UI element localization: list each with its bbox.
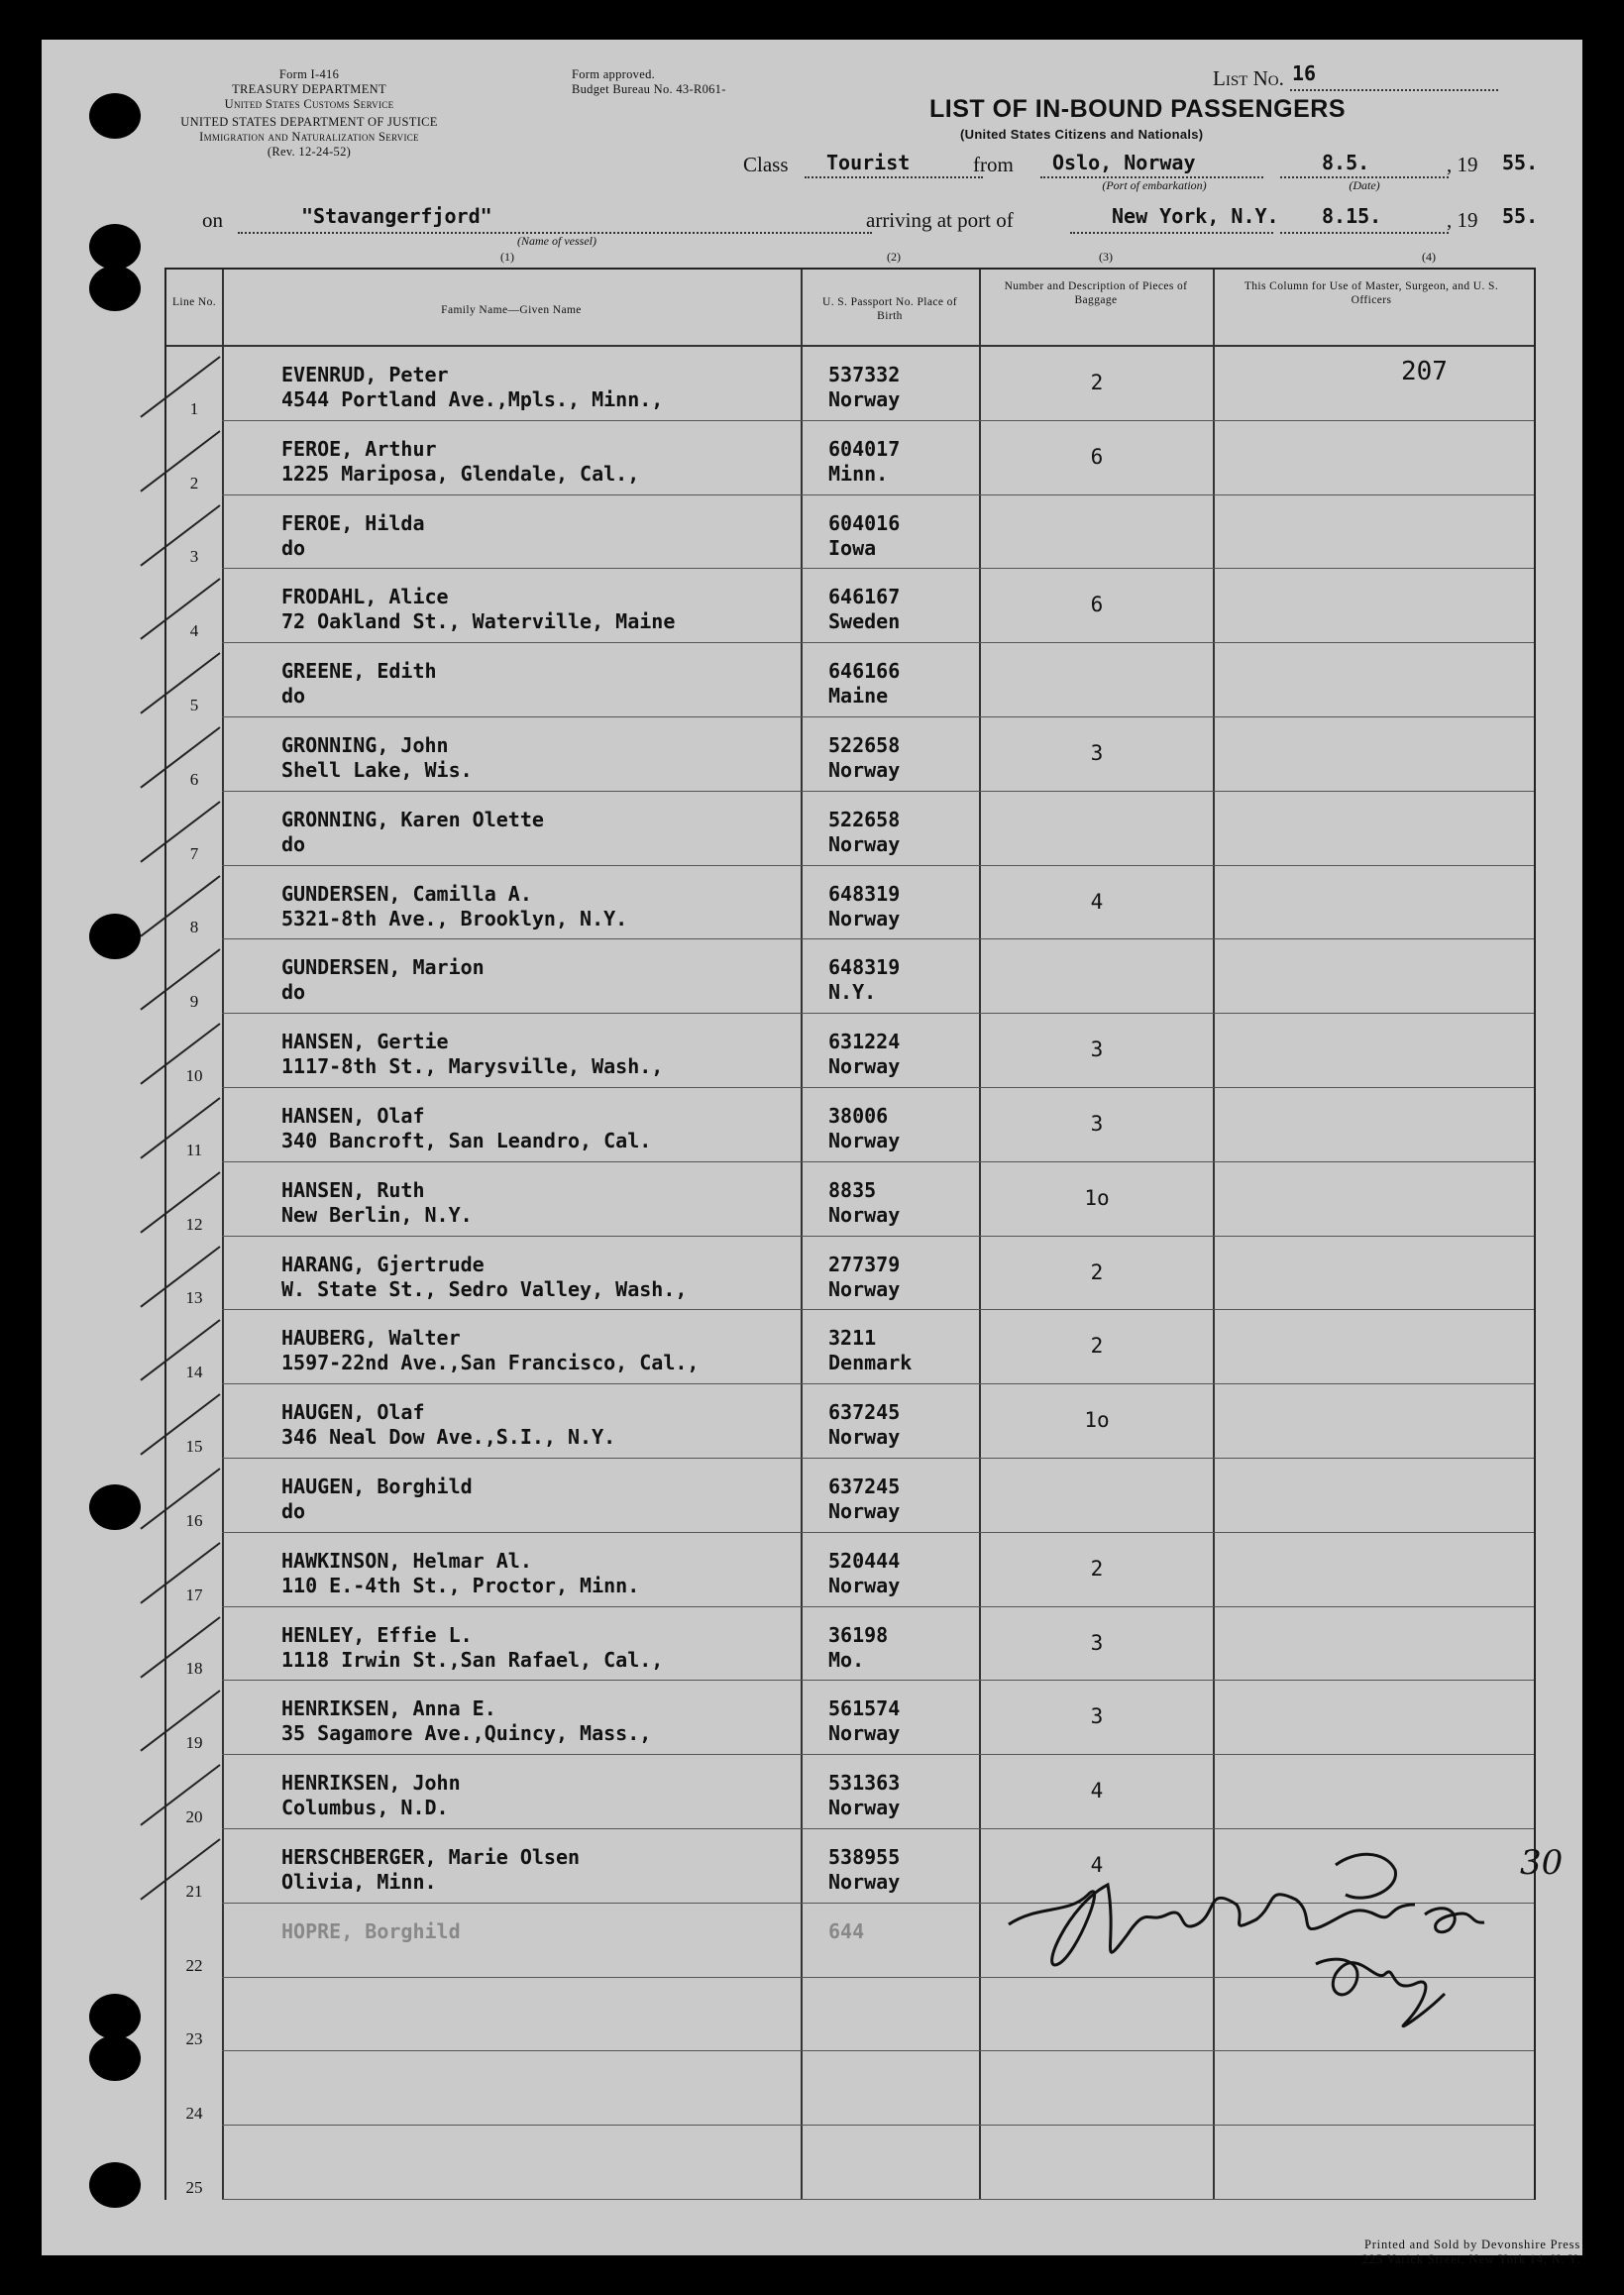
passenger-address: 1597-22nd Ave.,San Francisco, Cal., (281, 1351, 700, 1375)
check-mark (137, 1613, 226, 1688)
line-number: 12 (185, 1214, 203, 1234)
passenger-name: HAUGEN, Borghild (281, 1475, 473, 1498)
baggage-count: 3 (1090, 1112, 1104, 1136)
line-number: 8 (189, 918, 199, 937)
line-number: 15 (185, 1436, 203, 1456)
table-row (166, 866, 1534, 940)
passport-number: 648319 (828, 955, 901, 980)
baggage-count: 3 (1090, 1038, 1104, 1062)
passenger-address: 1225 Mariposa, Glendale, Cal., (281, 461, 640, 486)
table-row (166, 1755, 1534, 1829)
handwritten-signature (999, 1845, 1554, 2083)
punch-hole (89, 914, 141, 959)
passport-number: 604016 (828, 510, 901, 535)
baggage-count: 4 (1090, 889, 1104, 914)
passport-number: 538955 (828, 1845, 901, 1869)
passenger-name: HANSEN, Gertie (281, 1030, 449, 1054)
passenger-name: FEROE, Arthur (281, 436, 437, 461)
arrival-port-value: New York, N.Y. (1112, 204, 1279, 228)
baggage-count: 3 (1090, 1630, 1104, 1655)
place-of-birth: Minn. (828, 461, 889, 486)
place-of-birth: Norway (828, 1054, 901, 1079)
baggage-count: 6 (1090, 444, 1104, 469)
table-row (166, 1088, 1534, 1162)
place-of-birth: Norway (828, 1796, 901, 1820)
passenger-name: HANSEN, Olaf (281, 1104, 425, 1128)
row-rule (222, 2199, 1534, 2200)
page-subtitle: (United States Citizens and Nationals) (960, 127, 1204, 142)
line-number: 3 (189, 547, 199, 567)
baggage-count: 3 (1090, 1704, 1104, 1729)
page-title: LIST OF IN-BOUND PASSENGERS (929, 95, 1347, 123)
passenger-address: do (281, 1499, 306, 1523)
line-number: 6 (189, 769, 199, 789)
passport-number: 522658 (828, 807, 901, 831)
passenger-address: 340 Bancroft, San Leandro, Cal. (281, 1129, 652, 1152)
line-number: 1 (189, 398, 199, 418)
table-row (166, 1384, 1534, 1459)
passenger-address: 5321-8th Ave., Brooklyn, N.Y. (281, 906, 628, 930)
passport-number: 8835 (828, 1177, 877, 1202)
table-row (166, 421, 1534, 495)
passenger-address: 1117-8th St., Marysville, Wash., (281, 1054, 664, 1079)
passenger-address: 72 Oakland St., Waterville, Maine (281, 609, 676, 634)
punch-hole (89, 93, 141, 139)
passenger-name: HENLEY, Effie L. (281, 1622, 473, 1647)
line-number: 5 (189, 695, 199, 714)
check-mark (137, 1020, 226, 1094)
passport-number: 646167 (828, 585, 901, 609)
check-mark (137, 1094, 226, 1168)
passenger-name: HENRIKSEN, John (281, 1771, 461, 1796)
embark-year-value: 55. (1502, 151, 1539, 174)
table-row (166, 939, 1534, 1014)
place-of-birth: Sweden (828, 609, 901, 634)
baggage-count: 2 (1090, 1259, 1104, 1284)
passenger-name: GUNDERSEN, Camilla A. (281, 881, 532, 906)
baggage-count: 4 (1090, 1779, 1104, 1803)
check-mark (137, 1168, 226, 1243)
baggage-count: 6 (1090, 593, 1104, 617)
passport-number: 646166 (828, 659, 901, 684)
class-line (805, 176, 983, 178)
passenger-name: FEROE, Hilda (281, 510, 425, 535)
place-of-birth: Norway (828, 906, 901, 930)
baggage-count: 1o (1084, 1185, 1110, 1210)
column-number-1: (1) (500, 250, 514, 264)
baggage-count: 2 (1090, 371, 1104, 394)
check-mark (137, 1243, 226, 1317)
place-of-birth: Maine (828, 684, 889, 709)
passport-number: 604017 (828, 436, 901, 461)
passenger-address: do (281, 684, 306, 709)
passenger-table (164, 268, 1564, 2200)
punch-hole (89, 1484, 141, 1530)
place-of-birth: Mo. (828, 1647, 865, 1672)
check-mark (137, 575, 226, 649)
place-of-birth: Norway (828, 1425, 901, 1450)
punch-hole (89, 2035, 141, 2081)
passenger-address: do (281, 831, 306, 856)
col-header-passport: U. S. Passport No. Place of Birth (821, 296, 957, 322)
passenger-address: 4544 Portland Ave.,Mpls., Minn., (281, 387, 664, 411)
table-row (166, 2126, 1534, 2200)
passenger-address: New Berlin, N.Y. (281, 1202, 473, 1227)
table-row (166, 1237, 1534, 1311)
place-of-birth: N.Y. (828, 980, 877, 1005)
passenger-name: GUNDERSEN, Marion (281, 955, 485, 980)
passport-number: 36198 (828, 1622, 889, 1647)
embark-year-prefix: , 19 (1447, 153, 1478, 176)
place-of-birth: Norway (828, 1202, 901, 1227)
ins-service: Immigration and Naturalization Service (199, 130, 419, 144)
table-row (166, 1681, 1534, 1755)
baggage-count: 1o (1084, 1408, 1110, 1433)
passenger-address: 1118 Irwin St.,San Rafael, Cal., (281, 1647, 664, 1672)
arrival-date-value: 8.15. (1322, 204, 1382, 228)
passenger-address: 35 Sagamore Ave.,Quincy, Mass., (281, 1721, 652, 1746)
table-row (166, 1014, 1534, 1088)
line-number: 25 (185, 2177, 203, 2197)
passenger-name: HAUGEN, Olaf (281, 1400, 425, 1425)
on-label: on (202, 208, 223, 232)
passport-number: 277379 (828, 1252, 901, 1276)
passenger-address: 110 E.-4th St., Proctor, Minn. (281, 1573, 640, 1597)
table-row (166, 1162, 1534, 1237)
arrival-date-line (1280, 232, 1449, 234)
line-number: 13 (185, 1288, 203, 1308)
column-number-2: (2) (887, 250, 901, 264)
passport-number: 531363 (828, 1771, 901, 1796)
customs-service: United States Customs Service (224, 97, 394, 111)
place-of-birth: Norway (828, 758, 901, 782)
passport-number: 631224 (828, 1030, 901, 1054)
table-row (166, 1533, 1534, 1607)
col-header-officers: This Column for Use of Master, Surgeon, and U. S. Officers (1244, 280, 1499, 306)
printer-line-2: 225 Varick Street, New York 14, N. Y. (1361, 2252, 1580, 2266)
table-row (166, 495, 1534, 570)
embark-port-value: Oslo, Norway (1052, 151, 1196, 174)
list-no-value: 16 (1292, 61, 1317, 85)
check-mark (137, 872, 226, 946)
passenger-name: HOPRE, Borghild (281, 1918, 461, 1943)
table-row (166, 1607, 1534, 1682)
table-row (166, 717, 1534, 792)
place-of-birth: Norway (828, 387, 901, 411)
arriving-label: arriving at port of (866, 208, 1014, 232)
table-row (166, 1310, 1534, 1384)
line-number: 21 (185, 1881, 203, 1901)
justice-department: UNITED STATES DEPARTMENT OF JUSTICE (180, 115, 438, 129)
list-no-label: List No. (1213, 66, 1284, 90)
punch-hole (89, 1994, 141, 2039)
agency-block (190, 67, 428, 112)
passenger-address: Olivia, Minn. (281, 1870, 437, 1894)
embark-port-caption: (Port of embarkation) (1102, 178, 1207, 192)
baggage-count: 4 (1090, 1853, 1104, 1877)
punch-hole (89, 224, 141, 270)
passenger-name: GRONNING, Karen Olette (281, 807, 544, 831)
revision-date: (Rev. 12-24-52) (267, 145, 352, 159)
line-number: 7 (189, 843, 199, 863)
passenger-name: FRODAHL, Alice (281, 585, 449, 609)
col-header-name: Family Name—Given Name (441, 304, 582, 316)
printer-footer (1362, 2238, 1580, 2267)
passenger-name: HERSCHBERGER, Marie Olsen (281, 1845, 581, 1869)
place-of-birth: Denmark (828, 1351, 913, 1375)
form-approved: Form approved. (572, 67, 656, 81)
place-of-birth: Norway (828, 1499, 901, 1523)
passenger-address: Columbus, N.D. (281, 1796, 449, 1820)
check-mark (137, 1761, 226, 1835)
printer-line-1: Printed and Sold by Devonshire Press (1363, 2238, 1580, 2251)
passenger-name: HANSEN, Ruth (281, 1177, 425, 1202)
line-number: 24 (185, 2104, 203, 2124)
approval-block (572, 67, 726, 97)
check-mark (137, 501, 226, 576)
passport-number: 637245 (828, 1400, 901, 1425)
line-number: 18 (185, 1659, 203, 1679)
passenger-name: GREENE, Edith (281, 659, 437, 684)
line-number: 22 (185, 1955, 203, 1975)
check-mark (137, 798, 226, 872)
column-number-4: (4) (1422, 250, 1436, 264)
line-number: 4 (189, 621, 199, 641)
passport-number: 520444 (828, 1548, 901, 1573)
passport-number: 38006 (828, 1104, 889, 1128)
check-mark (137, 1835, 226, 1910)
line-number: 17 (185, 1585, 203, 1604)
line-number: 16 (185, 1510, 203, 1530)
class-value: Tourist (826, 151, 911, 174)
line-number: 14 (185, 1363, 203, 1382)
table-row (166, 347, 1534, 421)
passenger-address: do (281, 980, 306, 1005)
passenger-name: HAUBERG, Walter (281, 1326, 461, 1351)
passenger-address: do (281, 535, 306, 560)
vessel-value: "Stavangerfjord" (301, 204, 492, 228)
check-mark (137, 1316, 226, 1390)
passport-number: 537332 (828, 363, 901, 386)
line-number: 10 (185, 1065, 203, 1085)
place-of-birth: Norway (828, 1129, 901, 1152)
table-row (166, 1459, 1534, 1533)
form-number: Form I-416 (278, 67, 340, 81)
table-row (166, 643, 1534, 717)
line-number: 19 (185, 1733, 203, 1753)
check-mark (137, 1390, 226, 1465)
from-label: from (973, 153, 1014, 176)
embark-date-caption: (Date) (1349, 178, 1380, 192)
check-mark (137, 427, 226, 501)
arrival-port-line (1070, 232, 1273, 234)
embark-date-value: 8.5. (1322, 151, 1370, 174)
justice-block (131, 115, 487, 160)
line-number: 11 (185, 1140, 203, 1159)
line-number: 9 (189, 992, 199, 1012)
vessel-caption: (Name of vessel) (517, 234, 596, 248)
check-mark (137, 649, 226, 723)
passenger-name: GRONNING, John (281, 733, 449, 757)
passport-number: 561574 (828, 1696, 901, 1721)
treasury-department: TREASURY DEPARTMENT (232, 82, 386, 96)
place-of-birth: Norway (828, 1573, 901, 1597)
baggage-count: 2 (1090, 1334, 1104, 1359)
passenger-name: HENRIKSEN, Anna E. (281, 1696, 496, 1721)
passenger-name: EVENRUD, Peter (281, 363, 449, 386)
table-row (166, 569, 1534, 643)
col-header-line-no: Line No. (171, 296, 217, 308)
arrival-year-prefix: , 19 (1447, 208, 1478, 232)
check-mark (137, 945, 226, 1020)
passenger-address: 346 Neal Dow Ave.,S.I., N.Y. (281, 1425, 616, 1450)
line-number: 2 (189, 473, 199, 492)
line-number: 23 (185, 2029, 203, 2049)
check-mark (137, 1465, 226, 1539)
place-of-birth: Norway (828, 1721, 901, 1746)
class-label: Class (743, 153, 789, 176)
passenger-address: W. State St., Sedro Valley, Wash., (281, 1276, 688, 1301)
check-mark (137, 353, 226, 427)
place-of-birth: Norway (828, 1870, 901, 1894)
check-mark (137, 723, 226, 798)
officer-note-number: 207 (1401, 357, 1448, 386)
passport-number: 522658 (828, 733, 901, 757)
punch-hole (89, 266, 141, 311)
passenger-address: Shell Lake, Wis. (281, 758, 473, 782)
passport-number: 644 (828, 1918, 865, 1943)
baggage-count: 2 (1090, 1556, 1104, 1581)
budget-bureau: Budget Bureau No. 43-R061- (572, 82, 726, 96)
passenger-name: HAWKINSON, Helmar Al. (281, 1548, 532, 1573)
passenger-name: HARANG, Gjertrude (281, 1252, 485, 1276)
punch-hole (89, 2162, 141, 2208)
place-of-birth: Iowa (828, 535, 877, 560)
passport-number: 3211 (828, 1326, 877, 1351)
column-number-3: (3) (1099, 250, 1113, 264)
place-of-birth: Norway (828, 831, 901, 856)
list-no-line (1290, 89, 1498, 91)
place-of-birth: Norway (828, 1276, 901, 1301)
passport-number: 648319 (828, 881, 901, 906)
table-row (166, 792, 1534, 866)
check-mark (137, 1539, 226, 1613)
col-header-baggage: Number and Description of Pieces of Baggage (1004, 280, 1188, 306)
check-mark (137, 1687, 226, 1761)
handwritten-number: 30 (1520, 1843, 1564, 1883)
line-number: 20 (185, 1806, 203, 1826)
baggage-count: 3 (1090, 741, 1104, 765)
passport-number: 637245 (828, 1475, 901, 1498)
arrival-year-value: 55. (1502, 204, 1539, 228)
